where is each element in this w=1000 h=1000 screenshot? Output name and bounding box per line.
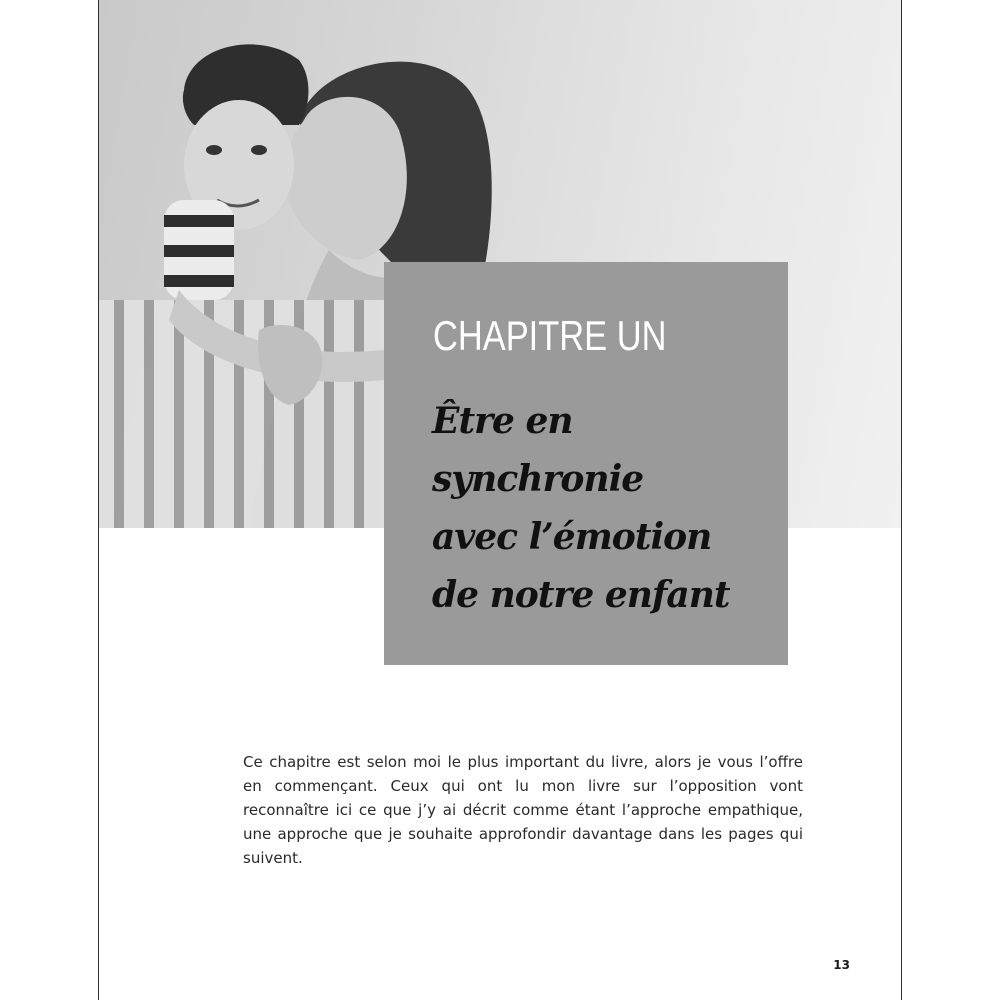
body-paragraph: Ce chapitre est selon moi le plus important du livre, alors je vous l’offre en commençant. Ceux qui ont lu mon livre sur l’opposition vont reconnaître ici ce que j’y ai décrit comme étant l’approche empathique, une approche que je souhaite approfondir davantage dans les pages qui suivent.: [243, 753, 803, 867]
chapter-title: [432, 392, 772, 624]
child-eye-right: [251, 145, 267, 155]
chapter-title-line: de notre enfant: [432, 574, 730, 616]
chapter-heading-box: [384, 262, 788, 665]
chapter-label: CHAPITRE UN: [433, 312, 667, 359]
chapter-title-line: synchronie: [432, 458, 644, 500]
child-sleeve: [164, 200, 234, 300]
page-number: 13: [833, 958, 850, 972]
book-page: [98, 0, 902, 1000]
chapter-title-line: Être en: [432, 400, 573, 442]
child-eye-left: [206, 145, 222, 155]
striped-shirt: [99, 300, 384, 528]
chapter-title-line: avec l’émotion: [432, 516, 712, 558]
